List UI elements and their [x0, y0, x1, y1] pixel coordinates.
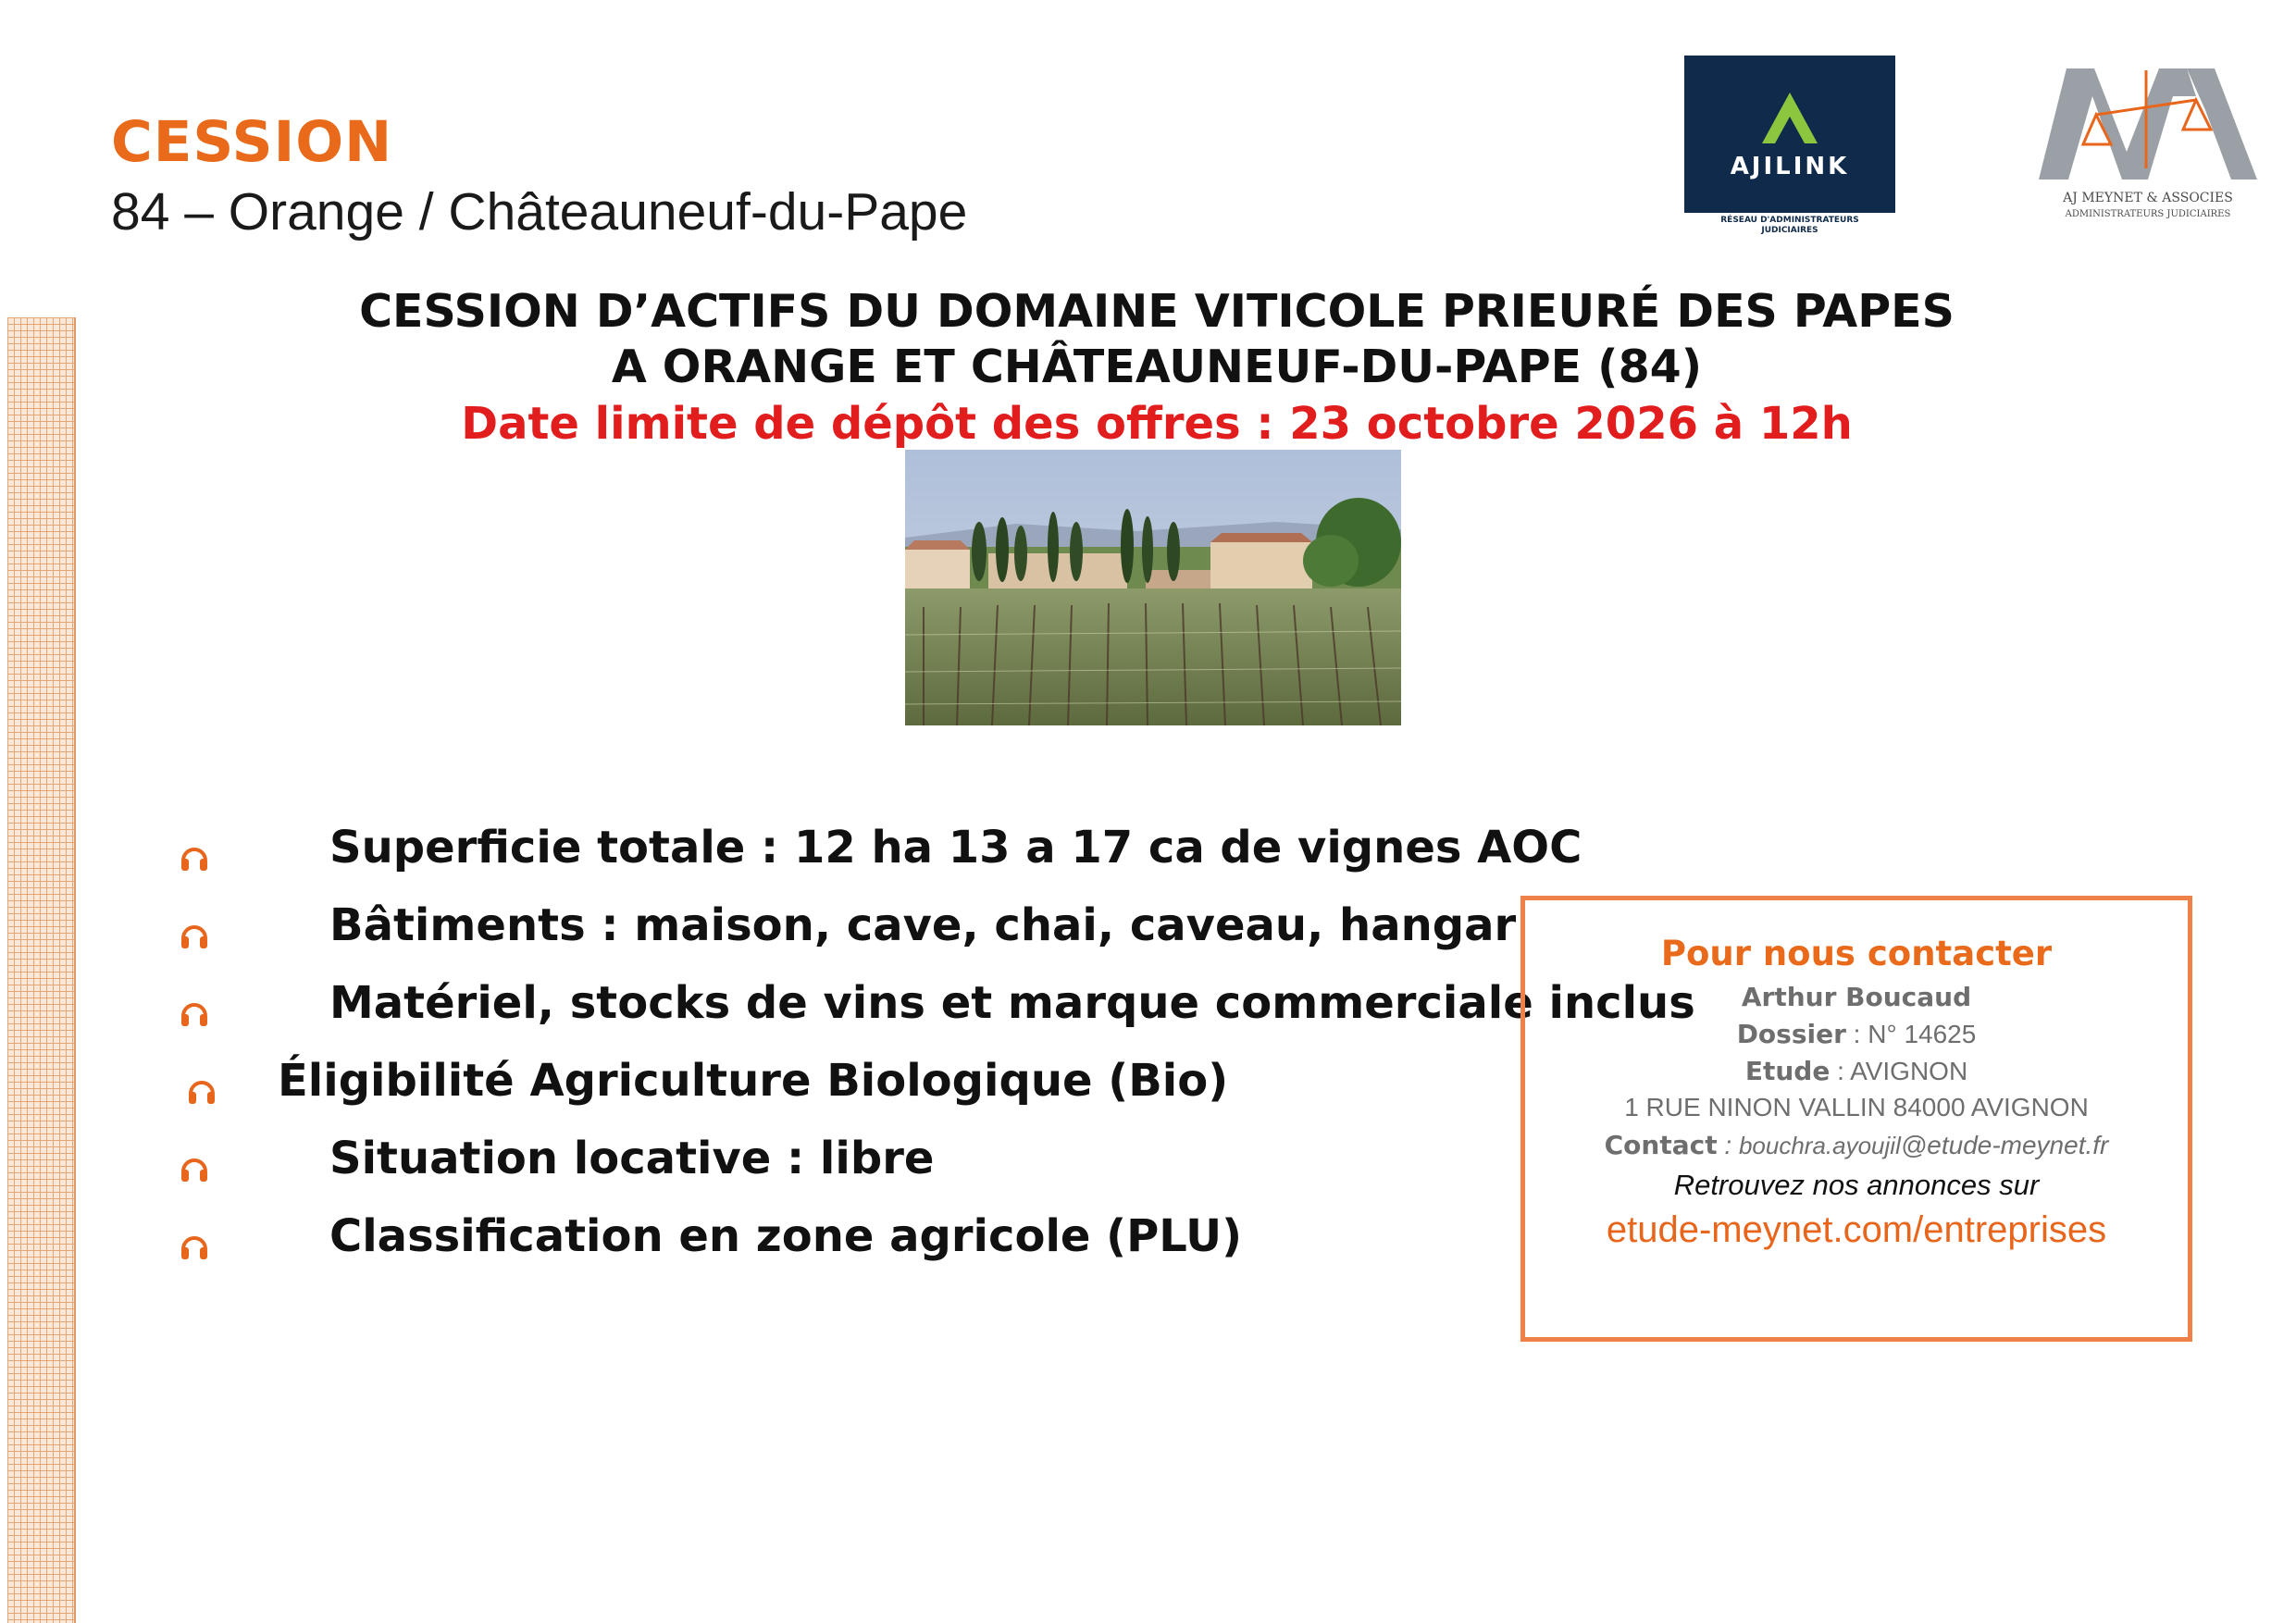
headphones-icon [179, 842, 210, 873]
etude-value: : AVIGNON [1830, 1057, 1968, 1085]
contact-separator: : [1717, 1131, 1739, 1159]
headphones-icon [179, 1153, 210, 1184]
announcement-title-line-2: A ORANGE ET CHÂTEAUNEUF-DU-PAPE (84) [611, 341, 1703, 393]
feature-item [179, 822, 1752, 886]
contact-label: Contact [1604, 1130, 1718, 1160]
meynet-tagline: ADMINISTRATEURS JUDICIAIRES [2065, 209, 2231, 219]
announcement-title-line-1: CESSION D’ACTIFS DU DOMAINE VITICOLE PRIEURÉ DES PAPES [359, 285, 1955, 338]
feature-text: Éligibilité Agriculture Biologique (Bio) [278, 1055, 1229, 1107]
contact-email-line [1525, 1130, 2188, 1160]
ajilink-logo [1684, 56, 1895, 235]
feature-item [179, 899, 1752, 964]
contact-address: 1 RUE NINON VALLIN 84000 AVIGNON [1624, 1093, 2089, 1121]
contact-name: Arthur Boucaud [1741, 982, 1972, 1012]
feature-item [179, 977, 1752, 1042]
ajilink-tagline-1: RÉSEAU D'ADMINISTRATEURS [1720, 216, 1859, 225]
feature-item [179, 1133, 1752, 1197]
feature-text: Superficie totale : 12 ha 13 a 17 ca de vignes AOC [329, 822, 1582, 873]
vineyard-photo [905, 450, 1401, 725]
email-user[interactable]: bouchra.ayoujil [1738, 1132, 1901, 1159]
location-subtitle: 84 – Orange / Châteauneuf-du-Pape [111, 182, 968, 242]
decorative-grid-strip [7, 317, 76, 1623]
listings-note: Retrouvez nos annonces sur [1673, 1169, 2040, 1201]
headphones-icon [186, 1075, 217, 1107]
feature-text: Classification en zone agricole (PLU) [329, 1210, 1243, 1262]
contact-dossier [1525, 1019, 2188, 1049]
feature-item [179, 1210, 1752, 1275]
ajilink-logo-text: AJILINK [1730, 153, 1850, 180]
feature-text: Matériel, stocks de vins et marque commerciale inclus [329, 977, 1695, 1029]
ajilink-tagline-2: JUDICIAIRES [1761, 226, 1818, 235]
contact-heading: Pour nous contacter [1660, 934, 2053, 973]
offer-deadline: Date limite de dépôt des offres : 23 octobre 2026 à 12h [461, 398, 1853, 450]
dossier-value: : N° 14625 [1845, 1020, 1977, 1048]
etude-label: Etude [1744, 1056, 1831, 1086]
feature-text: Situation locative : libre [329, 1133, 935, 1184]
headphones-icon [179, 920, 210, 951]
category-heading: CESSION [111, 109, 393, 175]
feature-text: Bâtiments : maison, cave, chai, caveau, hangar [329, 899, 1517, 951]
meynet-logo-text: AJ MEYNET & ASSOCIES [2063, 191, 2233, 205]
contact-box [1520, 896, 2192, 1342]
headphones-icon [179, 1231, 210, 1262]
headphones-icon [179, 997, 210, 1029]
feature-item [179, 1055, 1752, 1120]
contact-etude [1525, 1056, 2188, 1086]
website-link[interactable]: etude-meynet.com/entreprises [1606, 1209, 2107, 1250]
meynet-logo [2039, 59, 2257, 222]
email-domain[interactable]: @etude-meynet.fr [1900, 1131, 2109, 1159]
dossier-label: Dossier [1736, 1019, 1846, 1049]
